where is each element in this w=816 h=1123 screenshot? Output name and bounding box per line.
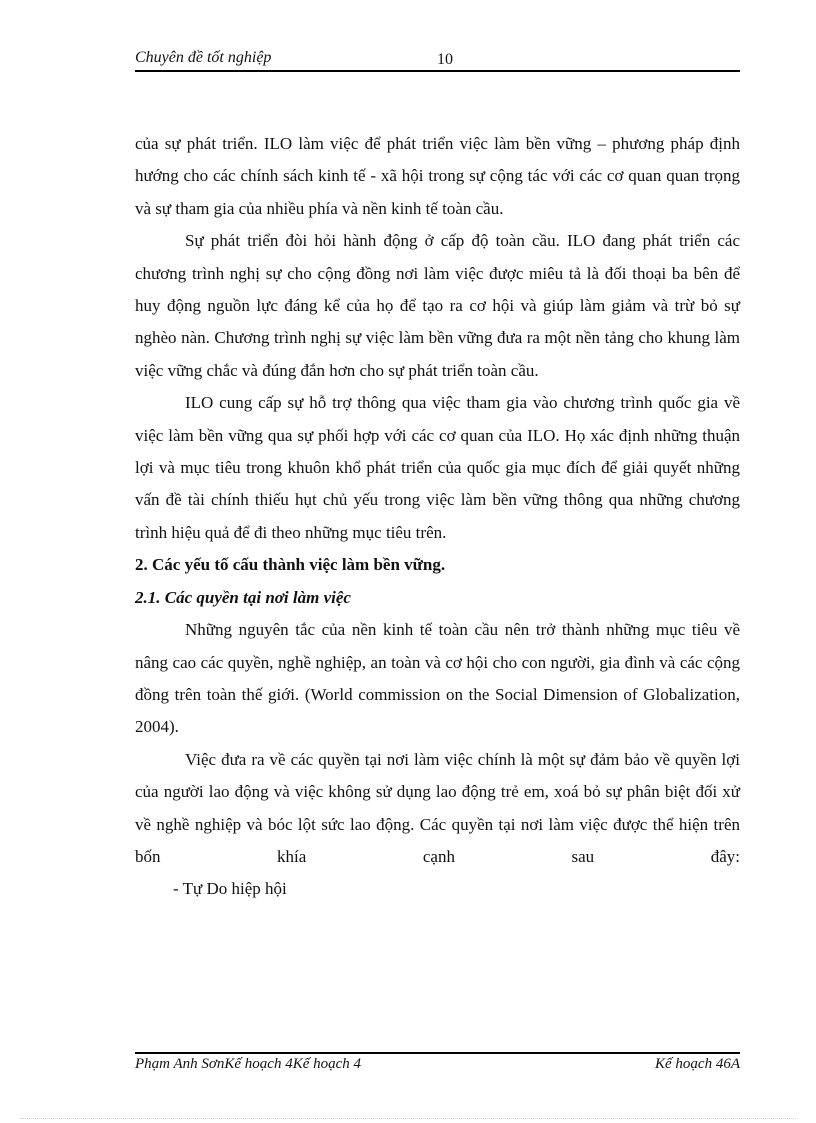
subsection-heading: 2.1. Các quyền tại nơi làm việc — [135, 587, 351, 607]
page-edge-divider — [20, 1118, 796, 1119]
header-title: Chuyên đề tốt nghiệp — [135, 49, 272, 66]
footer-class: Kế hoạch 46A — [655, 1056, 740, 1072]
list-item: - Tự Do hiệp hội — [173, 879, 287, 899]
body-paragraph: Việc đưa ra về các quyền tại nơi làm việc chính là một sự đảm bảo về quyền lợi của người lao động và việc không sử dụng lao động trẻ em, xoá bỏ sự phân biệt đối xử về nghề nghiệp và bóc lột sức lao động. Các quyền tại nơi làm việc được thể hiện trên bốn khía cạnh sau đây: — [135, 749, 740, 866]
footer-rule — [135, 1052, 740, 1054]
page-number: 10 — [437, 51, 453, 68]
document-body — [135, 128, 740, 906]
body-paragraph: của sự phát triển. ILO làm việc để phát triển việc làm bền vững – phương pháp định hướng cho các chính sách kinh tế - xã hội trong sự cộng tác với các cơ quan quan trọng và sự tham gia của nhiều phía và nền kinh tế toàn cầu. — [135, 134, 740, 218]
body-paragraph: Sự phát triển đòi hỏi hành động ở cấp độ toàn cầu. ILO đang phát triển các chương trình nghị sự cho cộng đồng nơi làm việc được miêu tả là đối thoại ba bên để huy động nguồn lực đáng kể của họ để tạo ra cơ hội và giúp làm giảm và trừ bỏ sự nghèo nàn. Chương trình nghị sự việc làm bền vững đưa ra một nền tảng cho khung làm việc vững chắc và đúng đắn hơn cho sự phát triển toàn cầu. — [135, 231, 740, 380]
body-paragraph: ILO cung cấp sự hỗ trợ thông qua việc tham gia vào chương trình quốc gia về việc làm bền vững qua sự phối hợp với các cơ quan của ILO. Họ xác định những thuận lợi và mục tiêu trong khuôn khổ phát triển của quốc gia mục đích để giải quyết những vấn đề tài chính thiếu hụt chủ yếu trong việc làm bền vững thông qua những chương trình hiệu quả để đi theo những mục tiêu trên. — [135, 393, 740, 542]
footer-author: Phạm Anh SơnKế hoạch 4Kế hoạch 4 — [135, 1056, 362, 1072]
page-header — [135, 48, 740, 72]
body-paragraph: Những nguyên tắc của nền kinh tế toàn cầu nên trở thành những mục tiêu về nâng cao các quyền, nghề nghiệp, an toàn và cơ hội cho con người, gia đình và các cộng đồng trên toàn thế giới. (World commission on the Social Dimension of Globalization, 2004). — [135, 620, 740, 737]
section-heading: 2. Các yếu tố cấu thành việc làm bền vững. — [135, 555, 446, 575]
